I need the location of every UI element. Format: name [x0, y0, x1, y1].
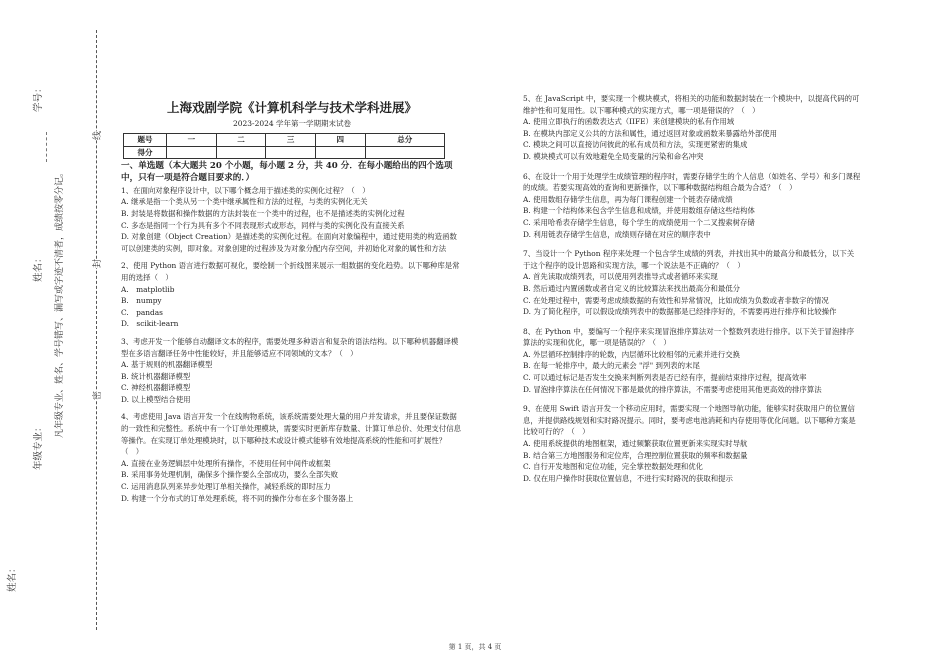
question-6	[523, 171, 861, 241]
option-c: C. 运用消息队列来异步处理订单相关操作，减轻系统的即时压力	[121, 482, 331, 492]
option-b: B. 构建一个结构体来包含学生信息和成绩，并使用数组存储这些结构体	[523, 206, 755, 216]
score-header-cell: 题号	[124, 134, 167, 147]
question-stem: 5、在 JavaScript 中，要实现一个模块模式，将相关的功能和数据封装在一个模块中，以提高代码的可维护性和可复用性。以下哪种模式的实现方式，哪一项是错误的？（ ）	[523, 94, 860, 115]
option-a: A. 继承是指一个类从另一个类中继承属性和方法的过程，与类的实例化无关	[121, 197, 368, 207]
option-b: B. 采用事务处理机制，确保多个操作要么全部成功，要么全部失败	[121, 470, 339, 480]
question-5	[523, 93, 861, 163]
question-stem: 2、使用 Python 语言进行数据可视化，要绘制一个折线图来展示一组数据的变化趋势。以下哪种库是常用的选择（ ）	[121, 261, 460, 282]
option-c: C. 在处理过程中，需要考虑成绩数据的有效性和异常情况，比如成绩为负数或者非数字的情况	[523, 295, 829, 305]
option-b: B. 结合第三方地图服务和定位库，合理控制位置获取的频率和数据量	[523, 450, 748, 460]
seal-word-mi: 密	[90, 391, 103, 400]
question-4	[121, 411, 463, 504]
score-cell	[266, 146, 316, 159]
option-c: C. 采用哈希表存储学生信息，每个学生的成绩使用一个二叉搜索树存储	[523, 217, 755, 227]
score-header-cell: 二	[216, 134, 266, 147]
option-a: A. 使用立即执行的函数表达式（IIFE）来创建模块的私有作用域	[523, 117, 735, 127]
option-c: C. 多态是指同一个行为具有多个不同表现形式或形态，同样与类的实例化没有直接关系	[121, 220, 405, 230]
binding-margin	[0, 0, 112, 672]
option-a: A. 基于规则的机器翻译模型	[121, 360, 213, 370]
score-header-cell: 三	[266, 134, 316, 147]
right-column	[523, 93, 861, 490]
question-1	[121, 185, 463, 255]
left-column	[121, 0, 463, 510]
question-8	[523, 326, 861, 396]
question-9	[523, 403, 861, 484]
major-label: 年级专业：	[33, 422, 44, 470]
seal-word-xian: 线	[90, 131, 103, 140]
option-b: B. 在模块内部定义公共的方法和属性，通过返回对象或函数来暴露给外部使用	[523, 128, 778, 138]
seal-dash-line	[96, 30, 97, 630]
option-b: B. 在每一轮排序中，最大的元素会 "浮" 到列表的末尾	[523, 361, 700, 371]
exam-subtitle: 2023-2024 学年第一学期期末试卷	[232, 119, 352, 128]
score-cell	[167, 146, 217, 159]
question-stem: 7、当设计一个 Python 程序来处理一个包含学生成绩的列表，并找出其中的最高分和最低分，以下关于这个程序的设计思路和实现方法，哪一个说法是不正确的？（ ）	[523, 249, 855, 270]
student-id-label: 学号：	[33, 83, 44, 112]
option-c: C. 可以通过标记是否发生交换来判断列表是否已经有序，提前结束排序过程，提高效率	[523, 373, 807, 383]
score-header-cell: 总分	[365, 134, 444, 147]
option-a: A. 外层循环控制排序的轮数，内层循环比较相邻的元素并进行交换	[523, 349, 740, 359]
option-c: C. pandas	[121, 307, 163, 317]
name-label: 姓名：	[33, 253, 44, 282]
score-cell	[365, 146, 444, 159]
score-table	[123, 133, 445, 159]
question-stem: 1、在面向对象程序设计中，以下哪个概念用于描述类的实例化过程？（ ）	[121, 185, 370, 195]
option-a: A. 首先读取成绩列表，可以使用列表推导式或者循环来实现	[523, 272, 718, 282]
question-stem: 8、在 Python 中，要编写一个程序来实现冒泡排序算法对一个整数列表进行排序。以下关于冒泡排序算法的实现和优化，哪一项是错误的？（ ）	[523, 326, 855, 348]
question-3	[121, 336, 463, 406]
option-b: B. numpy	[121, 296, 162, 306]
score-row-label: 得分	[124, 146, 167, 159]
option-d: D. 为了简化程序，可以假设成绩列表中的数据都是已经排序好的，不需要再进行排序和比较操作	[523, 307, 837, 317]
question-stem: 6、在设计一个用于处理学生成绩管理的程序时，需要存储学生的个人信息（如姓名、学号）和多门课程的成绩。若要实现高效的查询和更新操作，以下哪种数据结构组合最为合适？（ ）	[523, 171, 861, 193]
section-title: 一、单选题（本大题共 20 个小题，每小题 2 分，共 40 分．在每小题给出的四个选项中，只有一项是符合题目要求的．）	[121, 161, 453, 183]
page-footer: 第 1 页，共 4 页	[448, 643, 502, 651]
question-stem: 9、在使用 Swift 语言开发一个移动应用时，需要实现一个地图导航功能，能够实时获取用户的位置信息，并提供路线规划和实时路况提示。同时，要考虑电池消耗和内存使用等优化问题。以下哪种方案是比较可行的？（ ）	[523, 404, 856, 437]
binding-notice: 凡年级专业、姓名、学号错写、漏写或字迹不清者，成绩按零分记。	[55, 167, 65, 438]
option-d: D. 冒泡排序算法在任何情况下都是最优的排序算法，不需要考虑使用其他更高效的排序算法	[523, 384, 822, 394]
option-a: A. 直接在业务逻辑层中处理所有操作，不使用任何中间件或框架	[121, 458, 331, 468]
id-dash	[46, 132, 47, 162]
question-stem: 4、考虑使用 Java 语言开发一个在线购物系统，该系统需要处理大量的用户并发请求，并且要保证数据的一致性和完整性。系统中有一个订单处理模块，需要实时更新库存数量、计算订单总价、处理支付信息等操作。在实现订单处理模块时，以下哪种技术或设计模式能够有效地提高系统的性能和可扩展性？（ ）	[121, 412, 461, 457]
option-d: D. scikit-learn	[121, 319, 179, 329]
score-header-cell: 一	[167, 134, 217, 147]
question-7	[523, 248, 861, 318]
option-c: C. 自行开发地图和定位功能，完全掌控数据处理和优化	[523, 462, 704, 472]
school-label: 姓名：	[7, 563, 18, 592]
option-d: D. 利用链表存储学生信息，成绩则存储在对应的顺序表中	[523, 229, 711, 239]
score-cell	[216, 146, 266, 159]
option-c: C. 模块之间可以直接访问彼此的私有成员和方法，实现更紧密的集成	[523, 140, 748, 150]
option-c: C. 神经机器翻译模型	[121, 383, 191, 393]
seal-word-feng: 封	[90, 259, 103, 268]
option-b: B. 封装是将数据和操作数据的方法封装在一个类中的过程，也不是描述类的实例化过程	[121, 208, 405, 218]
option-a: A. matplotlib	[121, 284, 175, 294]
score-table-row	[124, 146, 445, 159]
option-b: B. 然后通过内置函数或者自定义的比较算法来找出最高分和最低分	[523, 283, 741, 293]
option-d: D. 对象创建（Object Creation）是描述类的实例化过程。在面向对象编程中，通过使用类的构造函数可以创建类的实例，即对象。对象创建的过程涉及为对象分配内存空间，并初始化对象的属性和方法	[121, 232, 457, 253]
option-d: D. 构建一个分布式的订单处理系统，将不同的操作分布在多个服务器上	[121, 493, 354, 503]
question-2	[121, 260, 463, 330]
exam-title: 上海戏剧学院《计算机科学与技术学科进展》	[166, 100, 417, 115]
question-stem: 3、考虑开发一个能够自动翻译文本的程序，需要处理多种语言和复杂的语法结构。以下哪种机器翻译模型在多语言翻译任务中性能较好，并且能够适应不同领域的文本？（ ）	[121, 336, 459, 358]
option-a: A. 使用数组存储学生信息，再为每门课程创建一个链表存储成绩	[523, 194, 733, 204]
option-b: B. 统计机器翻译模型	[121, 371, 191, 381]
score-cell	[315, 146, 365, 159]
score-header-cell: 四	[315, 134, 365, 147]
score-table-header-row	[124, 134, 445, 147]
option-a: A. 使用系统提供的地图框架，通过频繁获取位置更新来实现实时导航	[523, 439, 748, 449]
option-d: D. 以上模型结合使用	[121, 394, 191, 404]
option-d: D. 模块模式可以有效地避免全局变量的污染和命名冲突	[523, 151, 704, 161]
option-d: D. 仅在用户操作时获取位置信息，不进行实时路况的获取和提示	[523, 473, 733, 483]
